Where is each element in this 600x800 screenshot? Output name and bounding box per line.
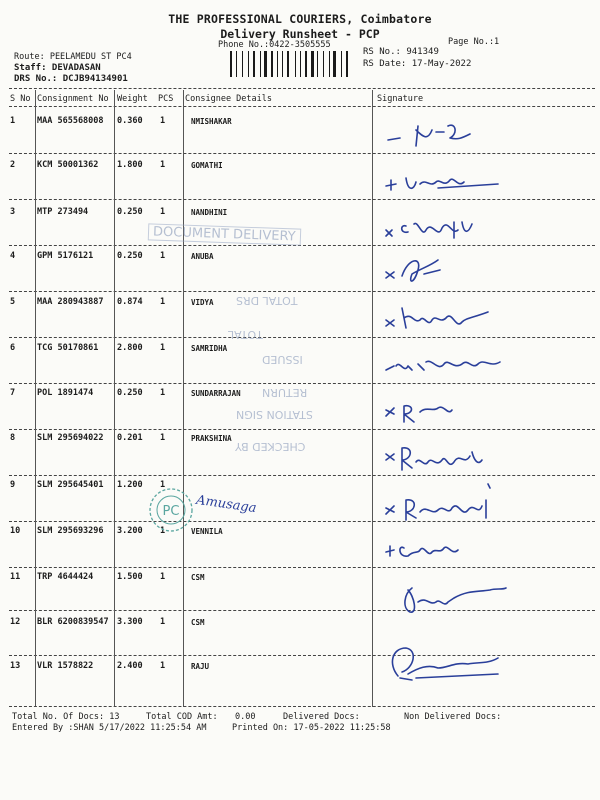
barcode-bar bbox=[244, 51, 247, 77]
barcode-bar bbox=[311, 51, 314, 77]
barcode-bar bbox=[295, 51, 296, 77]
cell-consignment: POL 1891474 bbox=[37, 388, 94, 398]
cell-consignment: SLM 295645401 bbox=[37, 480, 104, 490]
cell-consignment: SLM 295693296 bbox=[37, 526, 104, 536]
barcode-bar bbox=[260, 51, 261, 77]
cell-consignee: CSM bbox=[191, 618, 205, 627]
cell-sno: 10 bbox=[10, 526, 21, 536]
signature-row-13 bbox=[392, 648, 498, 680]
cell-consignment: TCG 50170861 bbox=[37, 343, 99, 353]
cell-pcs: 1 bbox=[160, 526, 166, 536]
station-sign-stamp: STATION SIGN bbox=[236, 408, 313, 421]
cell-weight: 0.201 bbox=[117, 433, 143, 443]
cell-sno: 1 bbox=[10, 116, 16, 126]
footer-rule bbox=[9, 706, 595, 707]
barcode-bar bbox=[349, 51, 350, 77]
cell-sno: 7 bbox=[10, 388, 16, 398]
barcode-bar bbox=[256, 51, 258, 77]
cell-consignment: BLR 6200839547 bbox=[37, 617, 109, 627]
barcode-bar bbox=[325, 51, 327, 77]
barcode-bar bbox=[262, 51, 263, 77]
signatures bbox=[378, 108, 593, 706]
barcode-bar bbox=[271, 51, 273, 77]
total-cod-label: Total COD Amt: bbox=[146, 712, 218, 722]
barcode-bar bbox=[230, 51, 232, 77]
svg-text:PC: PC bbox=[162, 504, 180, 519]
cell-weight: 0.250 bbox=[117, 388, 143, 398]
cell-sno: 11 bbox=[10, 572, 21, 582]
cell-pcs: 1 bbox=[160, 343, 166, 353]
signature-row-11 bbox=[405, 588, 506, 612]
staff-name: Staff: DEVADASAN bbox=[14, 63, 101, 73]
barcode-bar bbox=[242, 51, 243, 77]
barcode-bar bbox=[303, 51, 304, 77]
barcode-bar bbox=[279, 51, 281, 77]
cell-weight: 0.250 bbox=[117, 251, 143, 261]
cell-weight: 1.200 bbox=[117, 480, 143, 490]
col-header-consignee: Consignee Details bbox=[185, 94, 272, 104]
column-divider bbox=[372, 90, 373, 707]
signature-row-7 bbox=[386, 406, 452, 422]
barcode-bar bbox=[329, 51, 330, 77]
barcode-bar bbox=[323, 51, 324, 77]
non-delivered-docs: Non Delivered Docs: bbox=[404, 712, 502, 722]
entered-by: Entered By :SHAN 5/17/2022 11:25:54 AM bbox=[12, 723, 207, 733]
signature-row-4 bbox=[386, 260, 440, 281]
signature-row-6 bbox=[386, 361, 500, 370]
delivered-docs: Delivered Docs: bbox=[283, 712, 360, 722]
cell-consignee: RAJU bbox=[191, 662, 210, 671]
barcode bbox=[230, 51, 351, 77]
cell-weight: 0.250 bbox=[117, 207, 143, 217]
barcode-bar bbox=[315, 51, 316, 77]
barcode-bar bbox=[236, 51, 237, 77]
signature-row-8 bbox=[386, 448, 482, 470]
barcode-bar bbox=[264, 51, 267, 77]
cell-consignment: GPM 5176121 bbox=[37, 251, 94, 261]
cell-consignment: MAA 565568008 bbox=[37, 116, 104, 126]
cell-weight: 2.400 bbox=[117, 661, 143, 671]
col-header-sno: S No bbox=[10, 94, 31, 104]
issued-stamp: ISSUED bbox=[262, 353, 303, 366]
header-bottom-rule bbox=[9, 106, 595, 107]
barcode-bar bbox=[341, 51, 342, 77]
barcode-bar bbox=[248, 51, 249, 77]
cell-consignment: KCM 50001362 bbox=[37, 160, 99, 170]
col-header-consignment: Consignment No bbox=[37, 94, 109, 104]
signature-row-1 bbox=[388, 125, 470, 146]
barcode-bar bbox=[234, 51, 235, 77]
barcode-bar bbox=[251, 51, 252, 77]
cell-pcs: 1 bbox=[160, 617, 166, 627]
column-divider bbox=[183, 90, 184, 707]
cell-weight: 1.500 bbox=[117, 572, 143, 582]
barcode-bar bbox=[274, 51, 275, 77]
total-drs-stamp: TOTAL DRS bbox=[236, 294, 298, 307]
total-docs: Total No. Of Docs: 13 bbox=[12, 712, 120, 722]
barcode-bar bbox=[308, 51, 309, 77]
barcode-bar bbox=[300, 51, 301, 77]
signature-row-9 bbox=[386, 484, 490, 520]
cell-sno: 6 bbox=[10, 343, 16, 353]
rs-number: RS No.: 941349 bbox=[363, 47, 439, 57]
total-stamp: TOTAL bbox=[228, 328, 263, 341]
cell-weight: 0.360 bbox=[117, 116, 143, 126]
barcode-bar bbox=[287, 51, 289, 77]
return-stamp: RETURN bbox=[262, 386, 308, 399]
cell-sno: 8 bbox=[10, 433, 16, 443]
column-divider bbox=[114, 90, 115, 707]
barcode-bar bbox=[297, 51, 299, 77]
total-cod-value: 0.00 bbox=[235, 712, 256, 722]
cell-pcs: 1 bbox=[160, 207, 166, 217]
page-number: Page No.:1 bbox=[448, 37, 500, 47]
cell-pcs: 1 bbox=[160, 572, 166, 582]
phone-number: Phone No.:0422-3505555 bbox=[218, 40, 331, 50]
checked-by-stamp: CHECKED BY bbox=[235, 440, 306, 453]
barcode-bar bbox=[346, 51, 348, 77]
cell-sno: 13 bbox=[10, 661, 21, 671]
table-top-rule bbox=[9, 88, 595, 89]
barcode-bar bbox=[282, 51, 283, 77]
cell-consignment: MTP 273494 bbox=[37, 207, 89, 217]
cell-consignment: MAA 280943887 bbox=[37, 297, 104, 307]
cell-sno: 4 bbox=[10, 251, 16, 261]
cell-sno: 5 bbox=[10, 297, 16, 307]
drs-number: DRS No.: DCJB94134901 bbox=[14, 74, 128, 84]
cell-consignee: ANUBA bbox=[191, 252, 214, 261]
col-header-signature: Signature bbox=[377, 94, 424, 104]
barcode-bar bbox=[238, 51, 240, 77]
cell-consignee: VIDYA bbox=[191, 298, 214, 307]
round-seal-stamp bbox=[147, 486, 195, 534]
barcode-bar bbox=[277, 51, 278, 77]
cell-consignment: SLM 295694022 bbox=[37, 433, 104, 443]
cell-consignee: NMISHAKAR bbox=[191, 117, 232, 126]
cell-consignee: CSM bbox=[191, 573, 205, 582]
barcode-bar bbox=[285, 51, 286, 77]
barcode-bar bbox=[253, 51, 255, 77]
company-name: THE PROFESSIONAL COURIERS, Coimbatore bbox=[168, 12, 432, 26]
cell-weight: 3.200 bbox=[117, 526, 143, 536]
cell-consignee: SUNDARRAJAN bbox=[191, 389, 241, 398]
handwritten-consignee-name: Amusaga bbox=[195, 492, 258, 517]
barcode-bar bbox=[320, 51, 322, 77]
signature-row-10 bbox=[386, 546, 458, 556]
cell-consignment: VLR 1578822 bbox=[37, 661, 94, 671]
cell-consignment: TRP 4644424 bbox=[37, 572, 94, 582]
cell-consignee: SAMRIDHA bbox=[191, 344, 228, 353]
cell-weight: 1.800 bbox=[117, 160, 143, 170]
col-header-weight: Weight bbox=[117, 94, 148, 104]
cell-pcs: 1 bbox=[160, 480, 166, 490]
runsheet-title: Delivery Runsheet - PCP bbox=[220, 27, 380, 41]
barcode-bar bbox=[338, 51, 340, 77]
cell-sno: 12 bbox=[10, 617, 21, 627]
signature-row-5 bbox=[386, 308, 488, 328]
rs-date: RS Date: 17-May-2022 bbox=[363, 59, 472, 69]
cell-pcs: 1 bbox=[160, 433, 166, 443]
barcode-bar bbox=[317, 51, 318, 77]
cell-pcs: 1 bbox=[160, 297, 166, 307]
barcode-bar bbox=[331, 51, 332, 77]
printed-on: Printed On: 17-05-2022 11:25:58 bbox=[232, 723, 391, 733]
cell-sno: 3 bbox=[10, 207, 16, 217]
route: Route: PEELAMEDU ST PC4 bbox=[14, 52, 132, 62]
cell-weight: 0.874 bbox=[117, 297, 143, 307]
barcode-bar bbox=[333, 51, 336, 77]
signature-row-2 bbox=[386, 178, 498, 190]
signature-row-3 bbox=[386, 222, 472, 238]
cell-pcs: 1 bbox=[160, 388, 166, 398]
col-header-pcs: PCS bbox=[158, 94, 174, 104]
cell-consignee: VENNILA bbox=[191, 527, 223, 536]
cell-pcs: 1 bbox=[160, 116, 166, 126]
cell-sno: 9 bbox=[10, 480, 16, 490]
barcode-bar bbox=[269, 51, 270, 77]
cell-pcs: 1 bbox=[160, 160, 166, 170]
barcode-bar bbox=[343, 51, 344, 77]
barcode-bar bbox=[290, 51, 293, 77]
cell-consignee: PRAKSHINA bbox=[191, 434, 232, 443]
column-divider bbox=[35, 90, 36, 707]
cell-consignee: GOMATHI bbox=[191, 161, 223, 170]
cell-pcs: 1 bbox=[160, 661, 166, 671]
cell-sno: 2 bbox=[10, 160, 16, 170]
barcode-bar bbox=[305, 51, 307, 77]
cell-weight: 3.300 bbox=[117, 617, 143, 627]
cell-pcs: 1 bbox=[160, 251, 166, 261]
cell-consignee: NANDHINI bbox=[191, 208, 228, 217]
cell-weight: 2.800 bbox=[117, 343, 143, 353]
document-delivery-stamp: DOCUMENT DELIVERY bbox=[148, 223, 301, 245]
